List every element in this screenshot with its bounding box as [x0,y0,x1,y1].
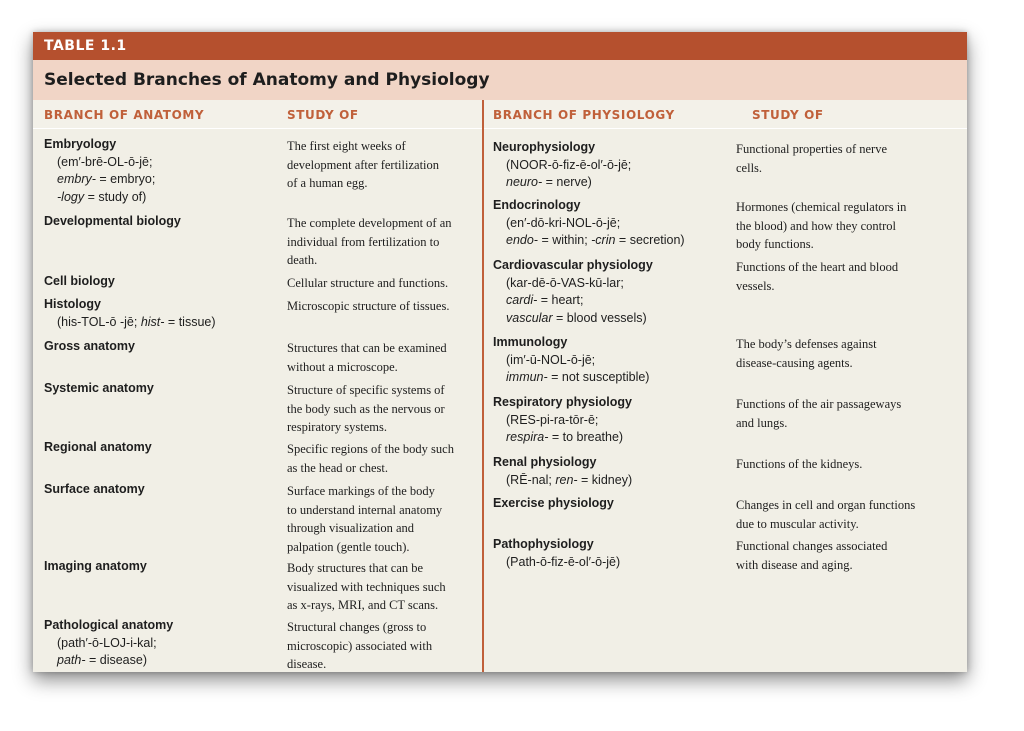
text-segment: = to breathe) [548,430,624,444]
branch-name: Systemic anatomy [44,381,154,395]
text-segment: = secretion) [615,233,685,247]
study-line: Functional properties of nerve [736,142,887,156]
branch-name: Exercise physiology [493,496,614,510]
text-segment: (his-TOL-ō -jē; [57,314,141,329]
study-of-cell [287,339,447,376]
pronunciation-etymology-line [493,554,620,572]
study-line: disease. [287,657,327,671]
word-root: -crin [591,233,616,247]
study-of-cell [287,440,454,477]
column-divider [482,100,484,672]
branch-name: Cell biology [44,274,115,288]
physiology-row [493,536,620,571]
table-label: TABLE 1.1 [44,38,127,54]
study-of-cell [736,258,898,295]
text-segment: (kar-dē-ō-VAS-kū-lar; [506,275,624,290]
branch-name: Surface anatomy [44,482,145,496]
anatomy-row [44,617,173,670]
study-of-cell [287,297,449,316]
branch-name: Pathophysiology [493,537,594,551]
study-of-cell [736,455,862,474]
anatomy-row [44,273,115,291]
study-line: of a human egg. [287,176,368,190]
header-study-physiology: STUDY OF [752,108,824,122]
text-segment: (RĒ-nal; [506,472,556,487]
branch-name: Immunology [493,335,568,349]
pronunciation-etymology-line [493,412,632,430]
study-line: Functional changes associated [736,539,888,553]
study-line: to understand internal anatomy [287,502,443,517]
text-segment: (en′-dō-kri-NOL-ō-jē; [506,215,621,230]
study-line: disease-causing agents. [736,355,853,370]
branch-name: Endocrinology [493,198,581,212]
text-segment: (em′-brē-OL-ō-jē; [57,154,153,169]
text-segment: = embryo; [95,172,156,186]
pronunciation-etymology-line [44,171,155,189]
pronunciation-etymology-line [493,472,632,490]
physiology-row [493,394,632,447]
study-of-cell [736,140,887,177]
pronunciation-etymology-line [493,310,653,328]
text-segment: (path′-ō-LOJ-i-kal; [57,635,157,650]
anatomy-row [44,338,135,356]
study-line: without a microscope. [287,359,398,374]
study-line: Specific regions of the body such [287,442,454,456]
anatomy-row [44,558,147,576]
pronunciation-etymology-line [493,429,632,447]
study-line: Body structures that can be [287,561,424,575]
text-segment: = study of) [84,189,147,204]
study-line: the body such as the nervous or [287,401,445,416]
study-line: Hormones (chemical regulators in [736,200,907,214]
branch-name: Pathological anatomy [44,618,174,632]
study-of-cell [287,618,432,674]
pronunciation-etymology-line [44,652,173,670]
study-line: vessels. [736,278,775,293]
study-line: Changes in cell and organ functions [736,498,916,512]
study-line: visualized with techniques such [287,579,446,594]
study-line: through visualization and [287,521,415,535]
study-line: development after fertilization [287,157,440,172]
branch-name: Embryology [44,137,117,151]
text-segment: = kidney) [577,472,633,487]
text-segment: (RES-pi-ra-tōr-ē; [506,412,599,427]
study-line: with disease and aging. [736,557,853,572]
study-line: body functions. [736,237,814,251]
study-line: respiratory systems. [287,420,387,434]
study-line: microscopic) associated with [287,638,433,653]
study-line: Functions of the kidneys. [736,457,863,471]
study-line: The complete development of an [287,216,452,230]
pronunciation-etymology-line [493,275,653,293]
anatomy-row [44,136,155,206]
word-root: respira- [506,430,549,444]
study-line: The body’s defenses against [736,337,877,351]
text-segment: = disease) [85,653,147,667]
study-line: The first eight weeks of [287,139,406,153]
word-root: neuro- [506,175,543,189]
anatomy-row [44,481,145,499]
study-of-cell [736,198,906,254]
study-line: as the head or chest. [287,460,389,475]
branch-name: Regional anatomy [44,440,152,454]
pronunciation-etymology-line [44,635,173,653]
study-line: cells. [736,160,763,175]
physiology-row [493,197,685,250]
word-root: hist- [140,314,165,329]
anatomy-row [44,296,216,331]
column-headers [33,100,967,129]
word-root: ren- [555,472,578,487]
table-title: Selected Branches of Anatomy and Physiology [44,70,490,90]
word-root: immun- [506,370,548,384]
study-line: Structural changes (gross to [287,620,427,634]
study-of-cell [736,335,877,372]
table-panel [33,32,967,672]
word-root: -logy [57,189,85,204]
study-line: Structures that can be examined [287,341,447,355]
pronunciation-etymology-line [493,215,685,233]
pronunciation-etymology-line [44,189,155,207]
text-segment: = not susceptible) [547,370,650,384]
pronunciation-etymology-line [493,174,631,192]
study-line: Surface markings of the body [287,484,435,498]
header-branch-anatomy: BRANCH OF ANATOMY [44,108,205,122]
study-of-cell [287,381,445,437]
study-of-cell [287,274,448,293]
word-root: cardi- [506,293,538,307]
table-label-bar [33,32,967,60]
text-segment: = heart; [537,293,584,307]
anatomy-row [44,439,152,457]
study-line: Microscopic structure of tissues. [287,299,450,313]
pronunciation-etymology-line [493,157,631,175]
study-of-cell [287,559,446,615]
study-of-cell [736,496,915,533]
physiology-row [493,139,631,192]
word-root: embry- [57,172,96,186]
study-of-cell [736,537,887,574]
study-line: Functions of the air passageways [736,397,902,411]
header-study-anatomy: STUDY OF [287,108,359,122]
branch-name: Cardiovascular physiology [493,258,653,272]
study-of-cell [287,482,442,556]
text-segment: = blood vessels) [552,310,647,325]
word-root: vascular [506,310,553,325]
pronunciation-etymology-line [493,352,649,370]
study-line: palpation (gentle touch). [287,539,410,554]
pronunciation-etymology-line [493,369,649,387]
study-line: the blood) and how they control [736,218,897,233]
study-line: Structure of specific systems of [287,383,445,397]
word-root: endo- [506,233,538,247]
anatomy-row [44,213,181,231]
physiology-row [493,495,614,513]
table-title-band [33,60,967,100]
branch-name: Imaging anatomy [44,559,147,573]
branch-name: Respiratory physiology [493,395,632,409]
text-segment: (im′-ū-NOL-ō-jē; [506,352,596,367]
study-line: individual from fertilization to [287,234,440,249]
pronunciation-etymology-line [493,292,653,310]
branch-name: Histology [44,297,101,311]
header-branch-physiology: BRANCH OF PHYSIOLOGY [493,108,675,122]
study-line: due to muscular activity. [736,516,859,531]
study-line: and lungs. [736,415,788,430]
text-segment: = within; [537,233,592,247]
pronunciation-etymology-line [493,232,685,250]
word-root: path- [57,653,86,667]
branch-name: Gross anatomy [44,339,136,353]
text-segment: = tissue) [164,314,216,329]
study-line: Cellular structure and functions. [287,276,449,290]
study-of-cell [287,214,452,270]
study-of-cell [736,395,901,432]
text-segment: (Path-ō-fiz-ē-ol′-ō-jē) [506,554,621,569]
physiology-row [493,454,632,489]
study-line: death. [287,253,318,267]
anatomy-row [44,380,154,398]
physiology-row [493,334,649,387]
branch-name: Renal physiology [493,455,597,469]
physiology-row [493,257,653,327]
text-segment: (NOOR-ō-fiz-ē-ol′-ō-jē; [506,157,632,172]
study-of-cell [287,137,439,193]
study-line: as x-rays, MRI, and CT scans. [287,598,439,612]
branch-name: Developmental biology [44,214,181,228]
study-line: Functions of the heart and blood [736,260,899,274]
pronunciation-etymology-line [44,314,216,332]
pronunciation-etymology-line [44,154,155,172]
branch-name: Neurophysiology [493,140,596,154]
text-segment: = nerve) [542,175,592,189]
